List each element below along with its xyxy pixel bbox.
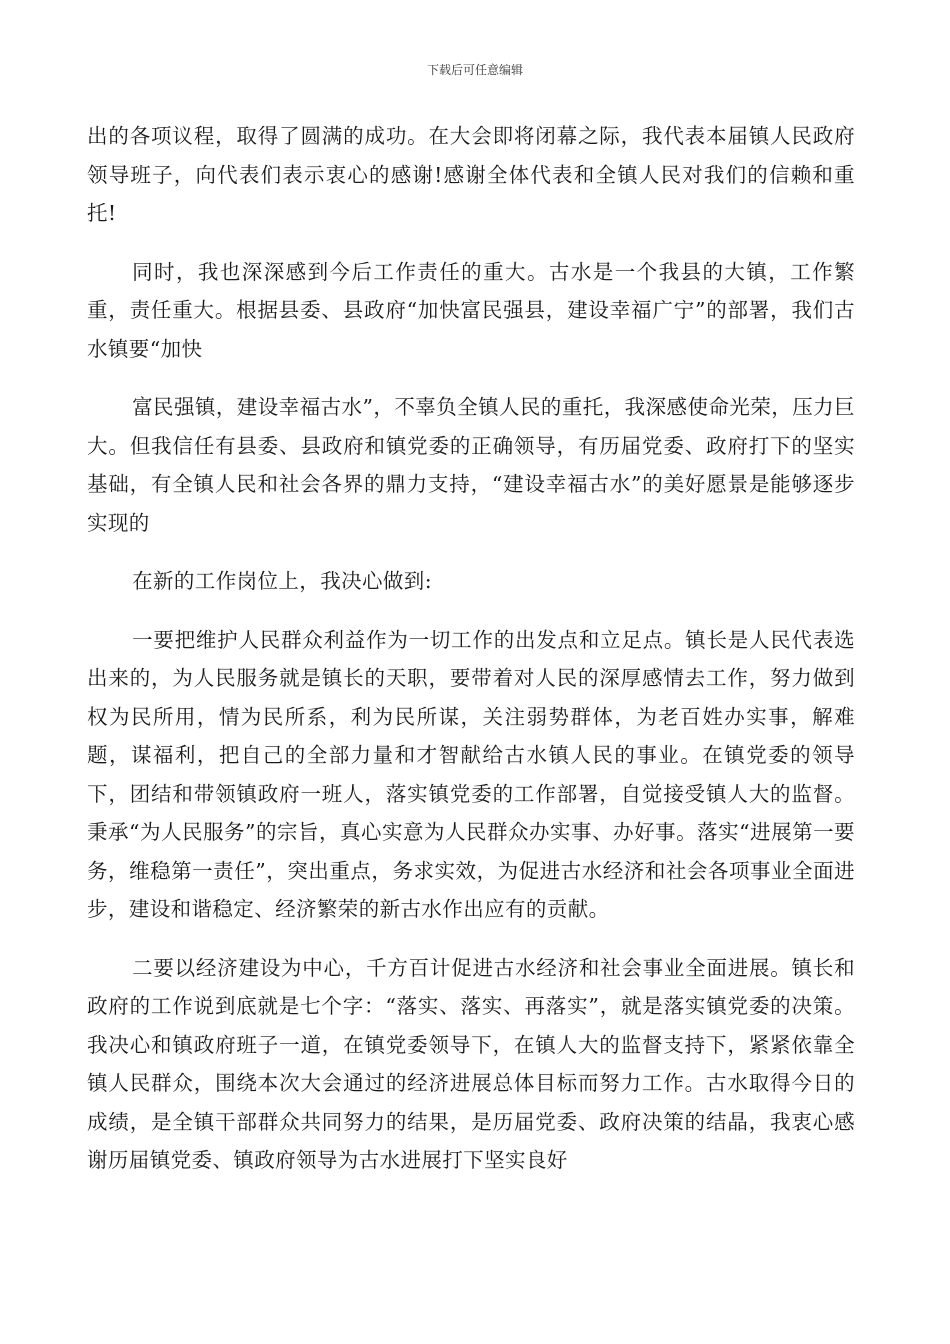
paragraph-responsibility: 同时，我也深深感到今后工作责任的重大。古水是一个我县的大镇，工作繁重，责任重大。根据县委、县政府“加快富民强县，建设幸福广宁”的部署，我们古水镇要“加快 bbox=[87, 259, 855, 361]
page-header: 下载后可任意编辑 bbox=[426, 63, 523, 77]
paragraph-continuation: 出的各项议程，取得了圆满的成功。在大会即将闭幕之际，我代表本届镇人民政府领导班子，向代表们表示衷心的感谢!感谢全体代表和全镇人民对我们的信赖和重托! bbox=[87, 124, 855, 225]
paragraph-determination: 在新的工作岗位上，我决心做到: bbox=[132, 569, 432, 593]
paragraph-point-two: 二要以经济建设为中心，千方百计促进古水经济和社会事业全面进展。镇长和政府的工作说到底就是七个字：“落实、落实、再落实”，就是落实镇党委的决策。我决心和镇政府班子一道，在镇党委领导下，在镇人大的监督支持下，紧紧依靠全镇人民群众，围绕本次大会通过的经济进展总体目标而努力工作。古水取得今日的成绩，是全镇干部群众共同努力的结果，是历届党委、政府决策的结晶，我衷心感谢历届镇党委、镇政府领导为古水进展打下坚实良好 bbox=[87, 955, 855, 1172]
paragraph-vision: 富民强镇，建设幸福古水”，不辜负全镇人民的重托，我深感使命光荣，压力巨大。但我信任有县委、县政府和镇党委的正确领导，有历届党委、政府打下的坚实基础，有全镇人民和社会各界的鼎力支持，“建设幸福古水”的美好愿景是能够逐步实现的 bbox=[87, 395, 855, 535]
document-body bbox=[87, 117, 855, 1180]
paragraph-point-one: 一要把维护人民群众利益作为一切工作的出发点和立足点。镇长是人民代表选出来的，为人民服务就是镇长的天职，要带着对人民的深厚感情去工作，努力做到权为民所用，情为民所系，利为民所谋，关注弱势群体，为老百姓办实事，解难题，谋福利，把自己的全部力量和才智献给古水镇人民的事业。在镇党委的领导下，团结和带领镇政府一班人，落实镇党委的工作部署，自觉接受镇人大的监督。秉承“为人民服务”的宗旨，真心实意为人民群众办实事、办好事。落实“进展第一要务，维稳第一责任”，突出重点，务求实效，为促进古水经济和社会各项事业全面进步，建设和谐稳定、经济繁荣的新古水作出应有的贡献。 bbox=[87, 627, 855, 921]
